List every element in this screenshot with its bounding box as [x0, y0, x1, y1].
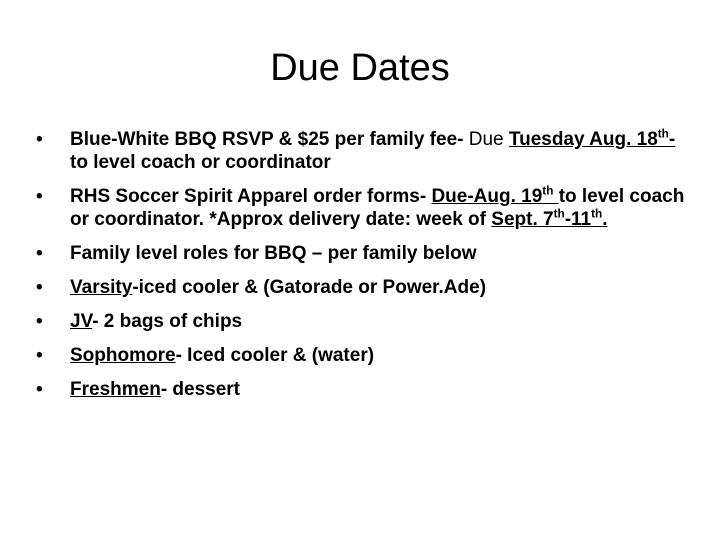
apparel-due-date: [431, 186, 558, 207]
bullet-spirit-apparel: [36, 185, 686, 231]
bbq-due-date-suffix: th: [657, 127, 669, 141]
freshmen-role: - dessert: [160, 379, 241, 400]
bbq-recipient: to level coach or coordinator: [70, 152, 331, 173]
bbq-rsvp-text: Blue-White BBQ RSVP & $25 per family fee-: [70, 129, 469, 150]
varsity-label: Varsity: [70, 277, 133, 298]
bullet-sophomore: [36, 344, 686, 367]
bullet-freshmen: [36, 378, 686, 401]
bullet-jv: [36, 310, 686, 333]
bullet-family-roles: [36, 242, 686, 265]
sophomore-label: Sophomore: [70, 345, 176, 366]
jv-label: JV: [70, 311, 93, 332]
apparel-text: RHS Soccer Spirit Apparel order forms-: [70, 186, 432, 207]
delivery-week: [491, 209, 607, 230]
bullet-bbq-rsvp: [36, 128, 686, 174]
delivery-end-suffix: th: [591, 207, 603, 221]
bbq-due-date: [509, 129, 675, 150]
slide-title: Due Dates: [270, 47, 450, 89]
bullet-varsity: [36, 276, 686, 299]
freshmen-label: Freshmen: [70, 379, 161, 400]
delivery-start: Sept. 7: [491, 209, 554, 230]
bbq-due-date-text: Tuesday Aug. 18: [508, 129, 658, 150]
delivery-period: .: [602, 209, 608, 230]
jv-role: - 2 bags of chips: [92, 311, 243, 332]
sophomore-role: - Iced cooler & (water): [175, 345, 375, 366]
bbq-due-dash: -: [668, 129, 676, 150]
apparel-recipient: to level coach or coordinator. *Approx delivery date: week of: [70, 186, 685, 230]
apparel-due-date-text: Due-Aug. 19: [431, 186, 543, 207]
due-word: Due: [468, 129, 509, 150]
delivery-end: -11: [564, 209, 592, 230]
apparel-due-date-suffix: th: [542, 184, 554, 198]
delivery-start-suffix: th: [553, 207, 565, 221]
family-roles-text: Family level roles for BBQ – per family below: [70, 243, 477, 264]
varsity-role: -iced cooler & (Gatorade or Power.Ade): [132, 277, 487, 298]
bullet-list: [36, 128, 686, 412]
